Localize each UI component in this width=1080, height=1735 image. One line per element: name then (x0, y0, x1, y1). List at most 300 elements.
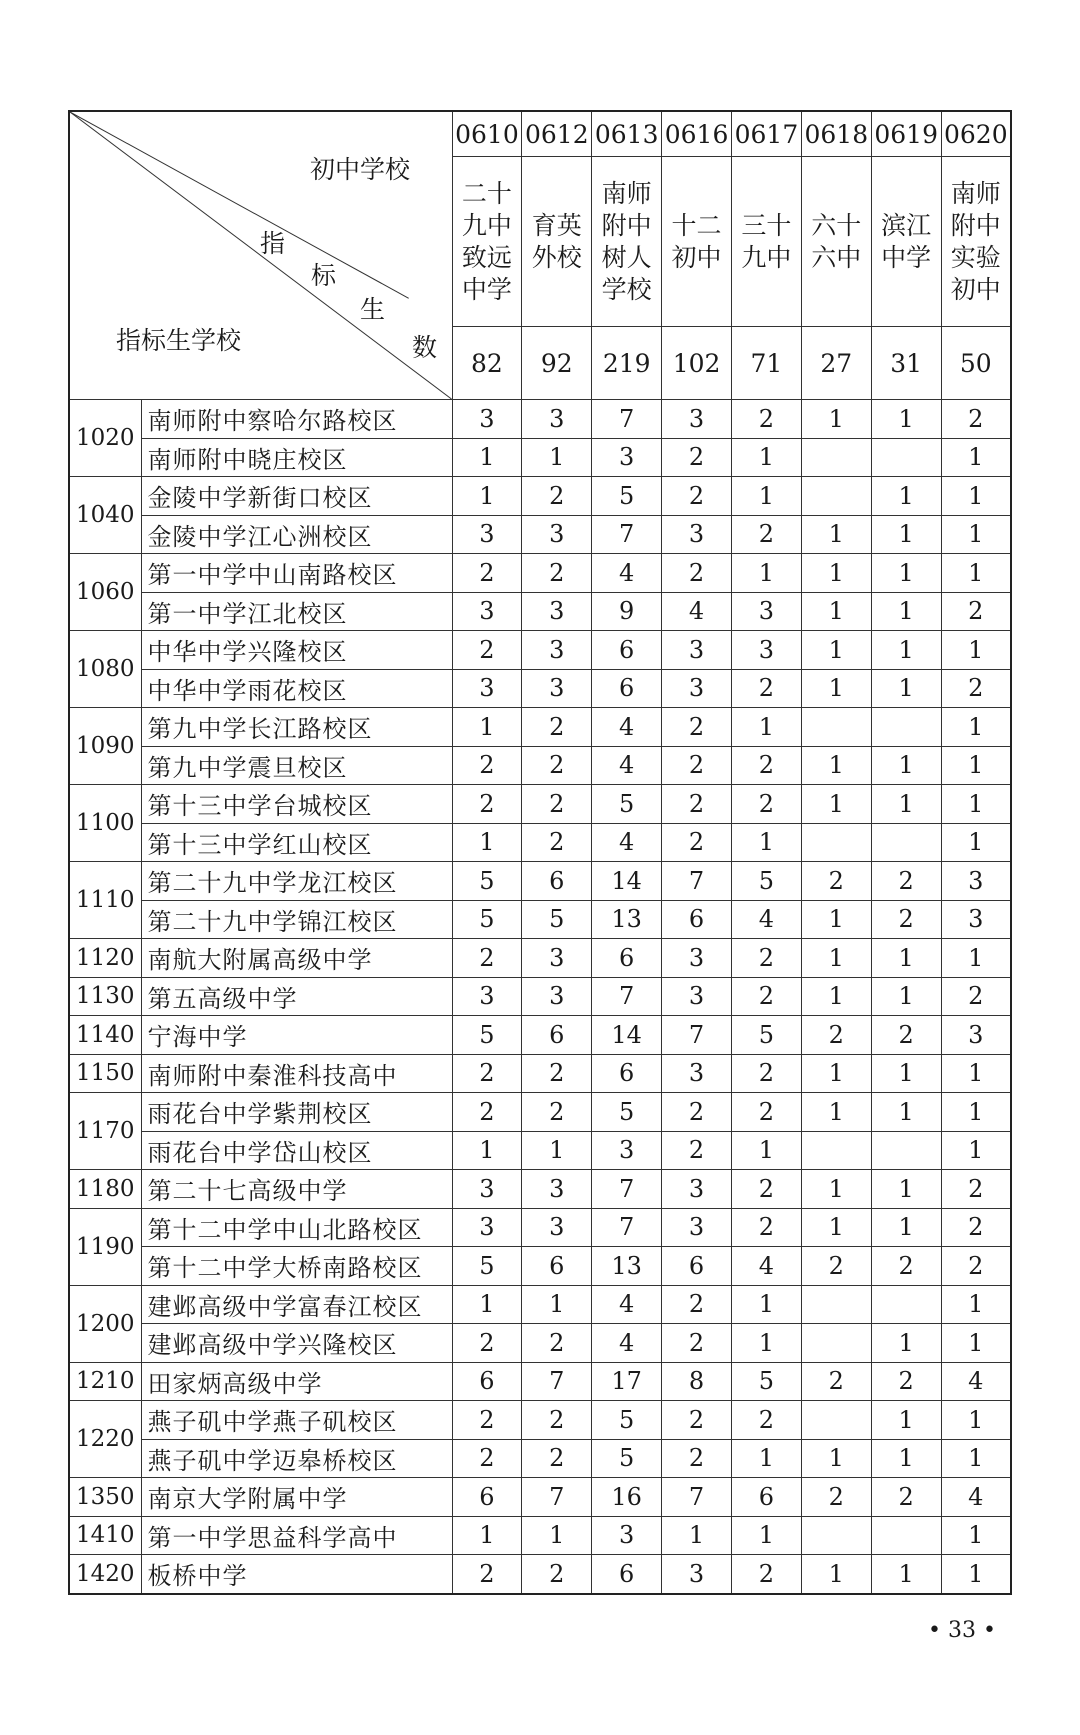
quota-value-cell: 2 (452, 1054, 522, 1093)
quota-value-cell: 2 (662, 1324, 732, 1363)
quota-value-cell: 6 (452, 1362, 522, 1401)
quota-value-cell: 3 (592, 438, 662, 477)
quota-value-cell: 1 (871, 785, 941, 824)
quota-school-name: 田家炳高级中学 (141, 1362, 452, 1401)
quota-value-cell: 1 (732, 1324, 802, 1363)
school-group-code: 1140 (69, 1016, 141, 1055)
quota-value-cell: 2 (732, 1208, 802, 1247)
quota-value-cell: 6 (592, 1054, 662, 1093)
quota-value-cell: 6 (522, 1016, 592, 1055)
quota-value-cell: 1 (522, 1285, 592, 1324)
quota-value-cell (801, 823, 871, 862)
quota-value-cell: 1 (732, 1131, 802, 1170)
quota-value-cell: 1 (801, 1208, 871, 1247)
quota-value-cell: 6 (522, 1247, 592, 1286)
middle-school-name-line: 六十 (811, 210, 862, 240)
quota-school-name: 宁海中学 (141, 1016, 452, 1055)
quota-value-cell: 2 (522, 1324, 592, 1363)
table-row (69, 1016, 1011, 1055)
middle-school-name (662, 157, 732, 327)
quota-value-cell: 3 (452, 1170, 522, 1209)
quota-value-cell: 6 (662, 1247, 732, 1286)
quota-value-cell: 2 (941, 1170, 1011, 1209)
quota-value-cell: 3 (592, 1131, 662, 1170)
quota-value-cell: 1 (452, 1131, 522, 1170)
middle-school-name-line: 实验 (950, 242, 1001, 272)
quota-school-name: 金陵中学江心洲校区 (141, 515, 452, 554)
middle-school-name (732, 157, 802, 327)
quota-value-cell: 1 (871, 515, 941, 554)
quota-value-cell: 4 (662, 592, 732, 631)
middle-school-name-line: 附中 (601, 210, 652, 240)
table-row (69, 1170, 1011, 1209)
quota-value-cell: 3 (452, 977, 522, 1016)
middle-school-name-line: 致远 (461, 242, 512, 272)
quota-school-name: 中华中学兴隆校区 (141, 631, 452, 670)
table-row (69, 400, 1011, 439)
quota-value-cell: 2 (522, 823, 592, 862)
quota-value-cell: 2 (801, 1247, 871, 1286)
quota-value-cell: 3 (452, 592, 522, 631)
school-group-code: 1220 (69, 1401, 141, 1478)
school-group-code: 1420 (69, 1555, 141, 1594)
quota-value-cell: 4 (941, 1478, 1011, 1517)
quota-value-cell: 2 (522, 477, 592, 516)
quota-value-cell: 1 (801, 1054, 871, 1093)
quota-value-cell: 5 (452, 1247, 522, 1286)
quota-value-cell: 7 (662, 862, 732, 901)
quota-value-cell: 2 (452, 746, 522, 785)
quota-value-cell: 1 (871, 939, 941, 978)
quota-value-cell: 1 (941, 1054, 1011, 1093)
quota-value-cell: 6 (732, 1478, 802, 1517)
quota-value-cell: 1 (801, 515, 871, 554)
table-row (69, 438, 1011, 477)
quota-value-cell: 2 (941, 1208, 1011, 1247)
quota-school-name: 第二十九中学龙江校区 (141, 862, 452, 901)
table-row (69, 1362, 1011, 1401)
corner-diag-char: 生 (360, 295, 386, 324)
quota-school-name: 第五高级中学 (141, 977, 452, 1016)
quota-value-cell: 1 (871, 554, 941, 593)
quota-value-cell: 2 (452, 939, 522, 978)
corner-diag-char: 指 (260, 229, 286, 258)
middle-school-code: 0616 (662, 111, 732, 157)
quota-value-cell (801, 1401, 871, 1440)
quota-value-cell: 2 (662, 823, 732, 862)
quota-value-cell: 2 (662, 554, 732, 593)
quota-value-cell: 3 (452, 515, 522, 554)
middle-school-name (592, 157, 662, 327)
quota-school-name: 燕子矶中学燕子矶校区 (141, 1401, 452, 1440)
quota-school-name: 第十三中学红山校区 (141, 823, 452, 862)
quota-value-cell: 2 (732, 1093, 802, 1132)
table-row (69, 746, 1011, 785)
middle-school-name-line: 二十 (461, 178, 512, 208)
middle-school-name-line: 三十 (741, 210, 792, 240)
quota-value-cell (871, 1285, 941, 1324)
quota-value-cell: 2 (801, 1016, 871, 1055)
table-row (69, 823, 1011, 862)
middle-school-name-line: 初中 (671, 242, 722, 272)
school-group-code: 1120 (69, 939, 141, 978)
quota-value-cell: 1 (941, 631, 1011, 670)
quota-value-cell: 1 (941, 1324, 1011, 1363)
quota-value-cell: 2 (662, 1131, 732, 1170)
quota-value-cell: 1 (732, 708, 802, 747)
quota-value-cell: 1 (801, 669, 871, 708)
quota-value-cell: 1 (871, 1401, 941, 1440)
quota-value-cell: 2 (662, 708, 732, 747)
quota-value-cell: 1 (732, 554, 802, 593)
quota-value-cell: 2 (732, 1401, 802, 1440)
quota-value-cell (801, 1516, 871, 1555)
middle-school-quota: 71 (732, 327, 802, 400)
quota-value-cell: 2 (662, 785, 732, 824)
quota-value-cell: 7 (592, 515, 662, 554)
quota-value-cell: 1 (732, 823, 802, 862)
quota-value-cell: 3 (452, 400, 522, 439)
quota-value-cell: 17 (592, 1362, 662, 1401)
quota-value-cell (871, 708, 941, 747)
quota-value-cell: 1 (941, 823, 1011, 862)
table-row (69, 977, 1011, 1016)
quota-school-name: 中华中学雨花校区 (141, 669, 452, 708)
quota-value-cell: 5 (732, 1362, 802, 1401)
school-group-code: 1180 (69, 1170, 141, 1209)
middle-school-name-line: 十二 (671, 210, 722, 240)
quota-value-cell: 1 (941, 554, 1011, 593)
corner-diag-char: 标 (311, 261, 337, 290)
quota-value-cell: 1 (941, 1401, 1011, 1440)
quota-value-cell: 3 (452, 669, 522, 708)
middle-school-name-line: 南师 (950, 178, 1001, 208)
quota-value-cell: 1 (941, 477, 1011, 516)
school-group-code: 1410 (69, 1516, 141, 1555)
quota-value-cell: 3 (941, 900, 1011, 939)
quota-value-cell: 2 (732, 1170, 802, 1209)
middle-school-code: 0613 (592, 111, 662, 157)
quota-value-cell: 2 (452, 1401, 522, 1440)
school-group-code: 1200 (69, 1285, 141, 1362)
quota-value-cell: 1 (871, 1439, 941, 1478)
quota-value-cell: 1 (452, 708, 522, 747)
quota-value-cell: 1 (801, 1439, 871, 1478)
quota-value-cell: 2 (732, 1555, 802, 1594)
middle-school-name (452, 157, 522, 327)
quota-value-cell: 1 (801, 939, 871, 978)
quota-value-cell: 5 (522, 900, 592, 939)
table-row (69, 515, 1011, 554)
quota-value-cell: 2 (662, 1439, 732, 1478)
quota-school-name: 第十三中学台城校区 (141, 785, 452, 824)
quota-value-cell: 2 (522, 746, 592, 785)
quota-value-cell: 4 (732, 1247, 802, 1286)
quota-value-cell: 1 (871, 1093, 941, 1132)
quota-value-cell: 1 (801, 900, 871, 939)
quota-value-cell: 13 (592, 900, 662, 939)
table-row (69, 1247, 1011, 1286)
quota-value-cell: 3 (522, 631, 592, 670)
table-row (69, 1516, 1011, 1555)
quota-value-cell: 2 (732, 977, 802, 1016)
middle-school-code: 0610 (452, 111, 522, 157)
quota-table (68, 110, 1012, 1595)
school-group-code: 1040 (69, 477, 141, 554)
quota-value-cell: 3 (522, 977, 592, 1016)
quota-value-cell: 2 (522, 785, 592, 824)
quota-value-cell: 1 (732, 477, 802, 516)
quota-value-cell: 7 (522, 1478, 592, 1517)
quota-value-cell: 5 (592, 1439, 662, 1478)
quota-value-cell: 1 (801, 554, 871, 593)
quota-value-cell: 1 (941, 1516, 1011, 1555)
quota-value-cell: 1 (452, 823, 522, 862)
quota-value-cell (871, 1516, 941, 1555)
quota-school-name: 第十二中学大桥南路校区 (141, 1247, 452, 1286)
quota-value-cell: 1 (522, 1516, 592, 1555)
quota-value-cell: 3 (522, 1208, 592, 1247)
middle-school-name-line: 中学 (461, 274, 512, 304)
quota-value-cell: 4 (592, 746, 662, 785)
quota-value-cell: 2 (522, 1555, 592, 1594)
school-group-code: 1210 (69, 1362, 141, 1401)
table-row (69, 1208, 1011, 1247)
quota-value-cell: 4 (732, 900, 802, 939)
quota-value-cell: 3 (662, 631, 732, 670)
school-group-code: 1110 (69, 862, 141, 939)
quota-value-cell: 5 (452, 862, 522, 901)
quota-value-cell: 2 (452, 554, 522, 593)
middle-school-quota: 27 (801, 327, 871, 400)
quota-value-cell (871, 1131, 941, 1170)
quota-value-cell: 2 (452, 1093, 522, 1132)
quota-value-cell: 2 (662, 438, 732, 477)
quota-value-cell: 1 (732, 438, 802, 477)
quota-value-cell: 2 (801, 1362, 871, 1401)
quota-value-cell: 1 (871, 669, 941, 708)
quota-value-cell: 1 (941, 708, 1011, 747)
quota-value-cell: 3 (662, 1555, 732, 1594)
middle-school-name-line: 育英 (531, 210, 582, 240)
middle-school-name-line: 附中 (950, 210, 1001, 240)
quota-value-cell: 3 (522, 939, 592, 978)
quota-value-cell (801, 708, 871, 747)
quota-value-cell: 8 (662, 1362, 732, 1401)
quota-value-cell: 6 (592, 939, 662, 978)
quota-value-cell: 7 (592, 1208, 662, 1247)
quota-value-cell: 1 (732, 1285, 802, 1324)
quota-value-cell: 4 (592, 708, 662, 747)
quota-value-cell: 3 (662, 1170, 732, 1209)
middle-school-name (522, 157, 592, 327)
school-group-code: 1170 (69, 1093, 141, 1170)
quota-value-cell: 1 (452, 477, 522, 516)
quota-value-cell: 1 (941, 1439, 1011, 1478)
quota-value-cell: 2 (522, 554, 592, 593)
quota-value-cell: 2 (801, 862, 871, 901)
middle-school-quota: 82 (452, 327, 522, 400)
quota-value-cell: 2 (871, 1478, 941, 1517)
quota-value-cell: 2 (941, 977, 1011, 1016)
quota-value-cell: 1 (941, 785, 1011, 824)
quota-school-name: 南航大附属高级中学 (141, 939, 452, 978)
middle-school-name-line: 外校 (531, 242, 582, 272)
quota-school-name: 南师附中察哈尔路校区 (141, 400, 452, 439)
quota-value-cell: 3 (662, 939, 732, 978)
quota-value-cell: 5 (452, 900, 522, 939)
quota-school-name: 第一中学思益科学高中 (141, 1516, 452, 1555)
quota-value-cell: 3 (592, 1516, 662, 1555)
quota-value-cell: 3 (452, 1208, 522, 1247)
school-group-code: 1020 (69, 400, 141, 477)
middle-school-quota: 219 (592, 327, 662, 400)
table-row (69, 862, 1011, 901)
quota-value-cell: 2 (522, 1401, 592, 1440)
table-row (69, 669, 1011, 708)
quota-value-cell: 2 (662, 1093, 732, 1132)
quota-value-cell: 1 (662, 1516, 732, 1555)
quota-value-cell: 1 (801, 1555, 871, 1594)
quota-school-name: 南师附中晓庄校区 (141, 438, 452, 477)
quota-value-cell: 16 (592, 1478, 662, 1517)
quota-value-cell: 2 (452, 1324, 522, 1363)
school-group-code: 1130 (69, 977, 141, 1016)
quota-value-cell: 1 (452, 1285, 522, 1324)
table-row (69, 592, 1011, 631)
middle-school-name-line: 六中 (811, 242, 862, 272)
quota-value-cell: 5 (592, 477, 662, 516)
quota-value-cell: 1 (801, 785, 871, 824)
quota-value-cell: 2 (732, 1054, 802, 1093)
corner-label-middle-school: 初中学校 (310, 155, 411, 184)
quota-value-cell: 1 (801, 746, 871, 785)
quota-value-cell: 2 (941, 669, 1011, 708)
quota-value-cell: 4 (941, 1362, 1011, 1401)
quota-value-cell: 2 (522, 708, 592, 747)
quota-value-cell: 1 (871, 746, 941, 785)
quota-value-cell: 3 (662, 400, 732, 439)
quota-value-cell: 3 (732, 631, 802, 670)
quota-value-cell: 1 (871, 1054, 941, 1093)
quota-value-cell: 1 (732, 1439, 802, 1478)
quota-value-cell: 2 (941, 400, 1011, 439)
quota-value-cell: 5 (732, 1016, 802, 1055)
quota-value-cell: 1 (801, 400, 871, 439)
corner-header (69, 111, 452, 400)
quota-value-cell: 3 (662, 977, 732, 1016)
middle-school-name (871, 157, 941, 327)
middle-school-name-line: 学校 (601, 274, 652, 304)
table-row (69, 1439, 1011, 1478)
school-group-code: 1090 (69, 708, 141, 785)
quota-value-cell: 1 (941, 438, 1011, 477)
quota-value-cell: 4 (592, 1285, 662, 1324)
quota-value-cell: 1 (941, 939, 1011, 978)
table-row (69, 939, 1011, 978)
quota-school-name: 建邺高级中学富春江校区 (141, 1285, 452, 1324)
quota-value-cell: 5 (452, 1016, 522, 1055)
table-row (69, 1054, 1011, 1093)
quota-school-name: 金陵中学新街口校区 (141, 477, 452, 516)
quota-value-cell: 4 (592, 823, 662, 862)
quota-value-cell: 3 (941, 862, 1011, 901)
table-row (69, 900, 1011, 939)
quota-value-cell: 2 (452, 1555, 522, 1594)
quota-value-cell: 3 (522, 400, 592, 439)
table-row (69, 554, 1011, 593)
middle-school-quota: 92 (522, 327, 592, 400)
quota-school-name: 雨花台中学岱山校区 (141, 1131, 452, 1170)
quota-value-cell: 1 (941, 1093, 1011, 1132)
quota-value-cell: 2 (452, 631, 522, 670)
quota-school-name: 第十二中学中山北路校区 (141, 1208, 452, 1247)
page-number: • 33 • (928, 1618, 996, 1643)
quota-value-cell: 2 (522, 1439, 592, 1478)
quota-value-cell: 1 (871, 1555, 941, 1594)
table-row (69, 1324, 1011, 1363)
quota-value-cell: 1 (732, 1516, 802, 1555)
quota-value-cell: 1 (871, 1170, 941, 1209)
quota-value-cell: 1 (941, 746, 1011, 785)
quota-value-cell (801, 477, 871, 516)
middle-school-code: 0618 (801, 111, 871, 157)
quota-value-cell: 3 (941, 1016, 1011, 1055)
quota-value-cell: 6 (592, 631, 662, 670)
middle-school-quota: 31 (871, 327, 941, 400)
quota-value-cell: 14 (592, 862, 662, 901)
quota-value-cell (801, 1285, 871, 1324)
quota-value-cell: 3 (732, 592, 802, 631)
quota-value-cell: 3 (522, 669, 592, 708)
quota-school-name: 南京大学附属中学 (141, 1478, 452, 1517)
quota-school-name: 第一中学江北校区 (141, 592, 452, 631)
quota-value-cell: 2 (871, 1247, 941, 1286)
middle-school-name (801, 157, 871, 327)
school-group-code: 1060 (69, 554, 141, 631)
quota-value-cell: 2 (801, 1478, 871, 1517)
quota-school-name: 板桥中学 (141, 1555, 452, 1594)
quota-value-cell: 2 (662, 477, 732, 516)
quota-value-cell: 6 (522, 862, 592, 901)
quota-value-cell: 7 (522, 1362, 592, 1401)
middle-school-quota: 102 (662, 327, 732, 400)
quota-value-cell: 14 (592, 1016, 662, 1055)
quota-value-cell: 1 (452, 438, 522, 477)
middle-school-name-line: 树人 (601, 242, 652, 272)
quota-value-cell: 7 (592, 1170, 662, 1209)
middle-school-name (941, 157, 1011, 327)
quota-school-name: 建邺高级中学兴隆校区 (141, 1324, 452, 1363)
middle-school-quota: 50 (941, 327, 1011, 400)
quota-value-cell: 2 (662, 1401, 732, 1440)
quota-school-name: 第九中学长江路校区 (141, 708, 452, 747)
quota-value-cell: 2 (732, 939, 802, 978)
quota-value-cell: 1 (801, 977, 871, 1016)
quota-value-cell: 3 (522, 1170, 592, 1209)
table-row (69, 1285, 1011, 1324)
quota-value-cell: 2 (452, 1439, 522, 1478)
middle-school-name-line: 九中 (741, 242, 792, 272)
middle-school-name-line: 九中 (461, 210, 512, 240)
school-group-code: 1080 (69, 631, 141, 708)
quota-value-cell: 6 (592, 669, 662, 708)
middle-school-name-line: 南师 (601, 178, 652, 208)
quota-value-cell (871, 438, 941, 477)
quota-value-cell: 1 (941, 1555, 1011, 1594)
quota-value-cell: 2 (732, 669, 802, 708)
quota-value-cell: 1 (801, 1093, 871, 1132)
